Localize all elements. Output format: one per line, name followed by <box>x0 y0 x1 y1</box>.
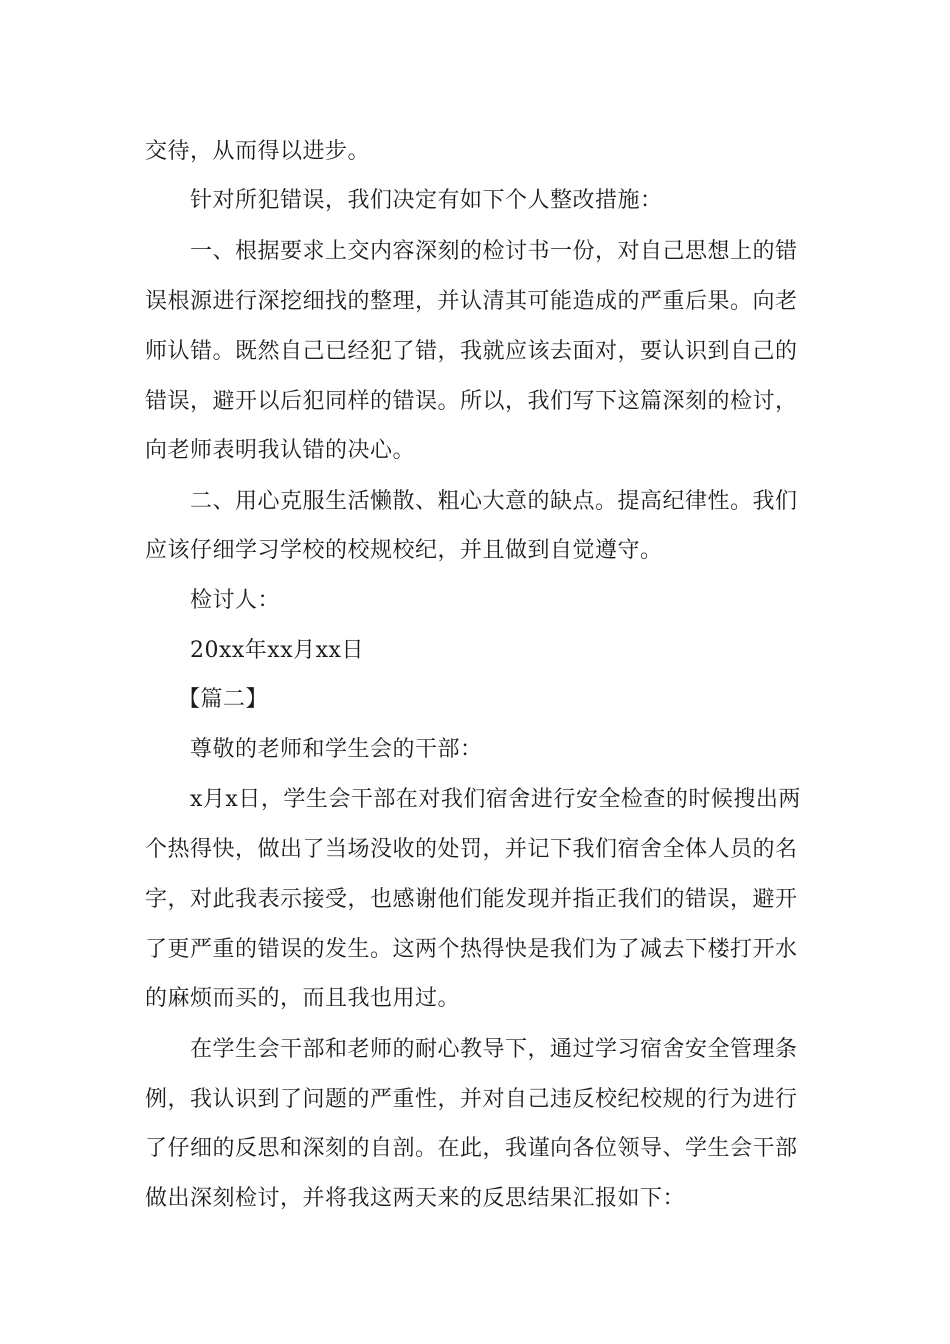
text-line: 例，我认识到了问题的严重性，并对自己违反校纪校规的行为进行 <box>145 1087 798 1112</box>
text-line: 二、用心克服生活懒散、粗心大意的缺点。提高纪律性。我们 <box>190 489 798 514</box>
text-line: 在学生会干部和老师的耐心教导下，通过学习宿舍安全管理条 <box>190 1037 798 1062</box>
text-line: 做出深刻检讨，并将我这两天来的反思结果汇报如下： <box>145 1186 686 1211</box>
text-line: 的麻烦而买的，而且我也用过。 <box>145 986 461 1011</box>
text-line: 字，对此我表示接受，也感谢他们能发现并指正我们的错误，避开 <box>145 887 798 912</box>
text-line: 错误，避开以后犯同样的错误。所以，我们写下这篇深刻的检讨， <box>145 389 798 414</box>
section-heading: 【篇二】 <box>178 687 269 712</box>
text-line: 向老师表明我认错的决心。 <box>145 438 416 463</box>
text-line: 应该仔细学习学校的校规校纪，并且做到自觉遵守。 <box>145 538 663 563</box>
text-line: 个热得快，做出了当场没收的处罚，并记下我们宿舍全体人员的名 <box>145 837 798 862</box>
text-line: 误根源进行深挖细找的整理，并认清其可能造成的严重后果。向老 <box>145 289 798 314</box>
text-line: 师认错。既然自己已经犯了错，我就应该去面对，要认识到自己的 <box>145 339 798 364</box>
text-line: 了仔细的反思和深刻的自剖。在此，我谨向各位领导、学生会干部 <box>145 1136 798 1161</box>
text-line: 交待，从而得以进步。 <box>145 139 371 164</box>
salutation: 尊敬的老师和学生会的干部： <box>190 737 483 762</box>
text-line: 了更严重的错误的发生。这两个热得快是我们为了减去下楼打开水 <box>145 937 798 962</box>
text-line: x月x日，学生会干部在对我们宿舍进行安全检查的时候搜出两 <box>190 787 801 812</box>
text-line: 一、根据要求上交内容深刻的检讨书一份，对自己思想上的错 <box>190 239 798 264</box>
signature-label: 检讨人： <box>190 588 281 613</box>
date-line: 20xx年xx月xx日 <box>190 638 364 663</box>
text-line: 针对所犯错误，我们决定有如下个人整改措施： <box>190 188 663 213</box>
